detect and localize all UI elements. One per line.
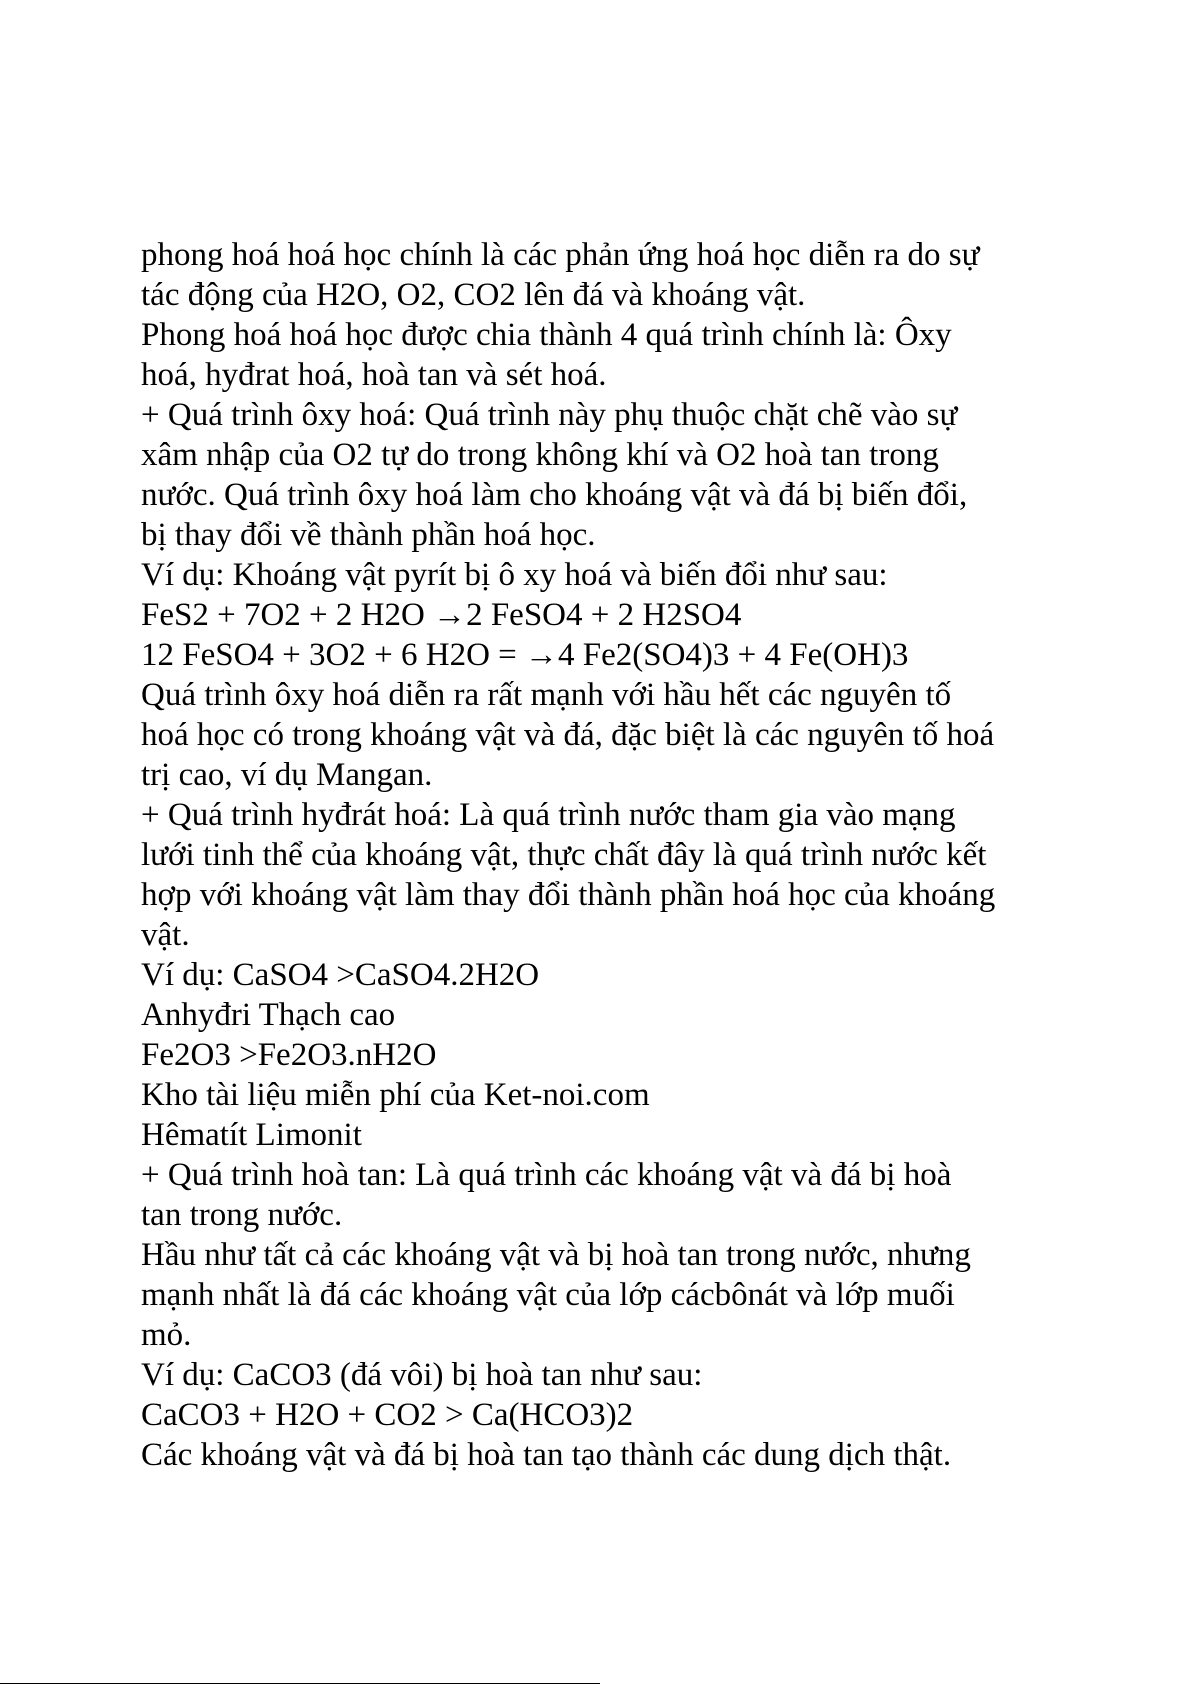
text-line: hoá học có trong khoáng vật và đá, đặc biệt là các nguyên tố hoá xyxy=(141,717,995,753)
text-line: hợp với khoáng vật làm thay đổi thành phần hoá học của khoáng xyxy=(141,877,996,913)
text-line: Phong hoá hoá học được chia thành 4 quá trình chính là: Ôxy xyxy=(141,317,952,353)
text-line: tan trong nước. xyxy=(141,1197,343,1233)
text-line: nước. Quá trình ôxy hoá làm cho khoáng vật và đá bị biến đổi, xyxy=(141,477,968,513)
text-line: vật. xyxy=(141,917,190,953)
text-line: hoá, hyđrat hoá, hoà tan và sét hoá. xyxy=(141,357,607,393)
document-body xyxy=(141,235,1071,1475)
text-line: lưới tinh thể của khoáng vật, thực chất đây là quá trình nước kết xyxy=(141,837,987,873)
text-line: Ví dụ: CaCO3 (đá vôi) bị hoà tan như sau: xyxy=(141,1357,703,1393)
text-line: + Quá trình hyđrát hoá: Là quá trình nước tham gia vào mạng xyxy=(141,797,956,833)
text-line: bị thay đổi về thành phần hoá học. xyxy=(141,517,596,553)
text-line: mỏ. xyxy=(141,1317,192,1353)
equation-line: 12 FeSO4 + 3O2 + 6 H2O = →4 Fe2(SO4)3 + 4 Fe(OH)3 xyxy=(141,637,909,673)
text-line: + Quá trình ôxy hoá: Quá trình này phụ thuộc chặt chẽ vào sự xyxy=(141,397,958,433)
footer-divider xyxy=(0,1683,600,1684)
text-line: Ví dụ: Khoáng vật pyrít bị ô xy hoá và biến đổi như sau: xyxy=(141,557,888,593)
equation-line: CaCO3 + H2O + CO2 > Ca(HCO3)2 xyxy=(141,1397,634,1433)
text-line: trị cao, ví dụ Mangan. xyxy=(141,757,433,793)
equation-line: Ví dụ: CaSO4 >CaSO4.2H2O xyxy=(141,957,540,993)
text-line: Hầu như tất cả các khoáng vật và bị hoà tan trong nước, nhưng xyxy=(141,1237,971,1273)
text-line: tác động của H2O, O2, CO2 lên đá và khoáng vật. xyxy=(141,277,806,313)
text-line: + Quá trình hoà tan: Là quá trình các khoáng vật và đá bị hoà xyxy=(141,1157,952,1193)
text-line: Quá trình ôxy hoá diễn ra rất mạnh với hầu hết các nguyên tố xyxy=(141,677,952,713)
watermark-line: Kho tài liệu miễn phí của Ket-noi.com xyxy=(141,1077,650,1113)
equation-line: FeS2 + 7O2 + 2 H2O →2 FeSO4 + 2 H2SO4 xyxy=(141,597,742,633)
text-line: Các khoáng vật và đá bị hoà tan tạo thành các dung dịch thật. xyxy=(141,1437,952,1473)
text-line: mạnh nhất là đá các khoáng vật của lớp cácbônát và lớp muối xyxy=(141,1277,955,1313)
equation-line: Fe2O3 >Fe2O3.nH2O xyxy=(141,1037,437,1073)
text-line: xâm nhập của O2 tự do trong không khí và O2 hoà tan trong xyxy=(141,437,939,473)
text-line: phong hoá hoá học chính là các phản ứng hoá học diễn ra do sự xyxy=(141,237,980,273)
text-line: Anhyđri Thạch cao xyxy=(141,997,396,1033)
text-line: Hêmatít Limonit xyxy=(141,1117,362,1153)
